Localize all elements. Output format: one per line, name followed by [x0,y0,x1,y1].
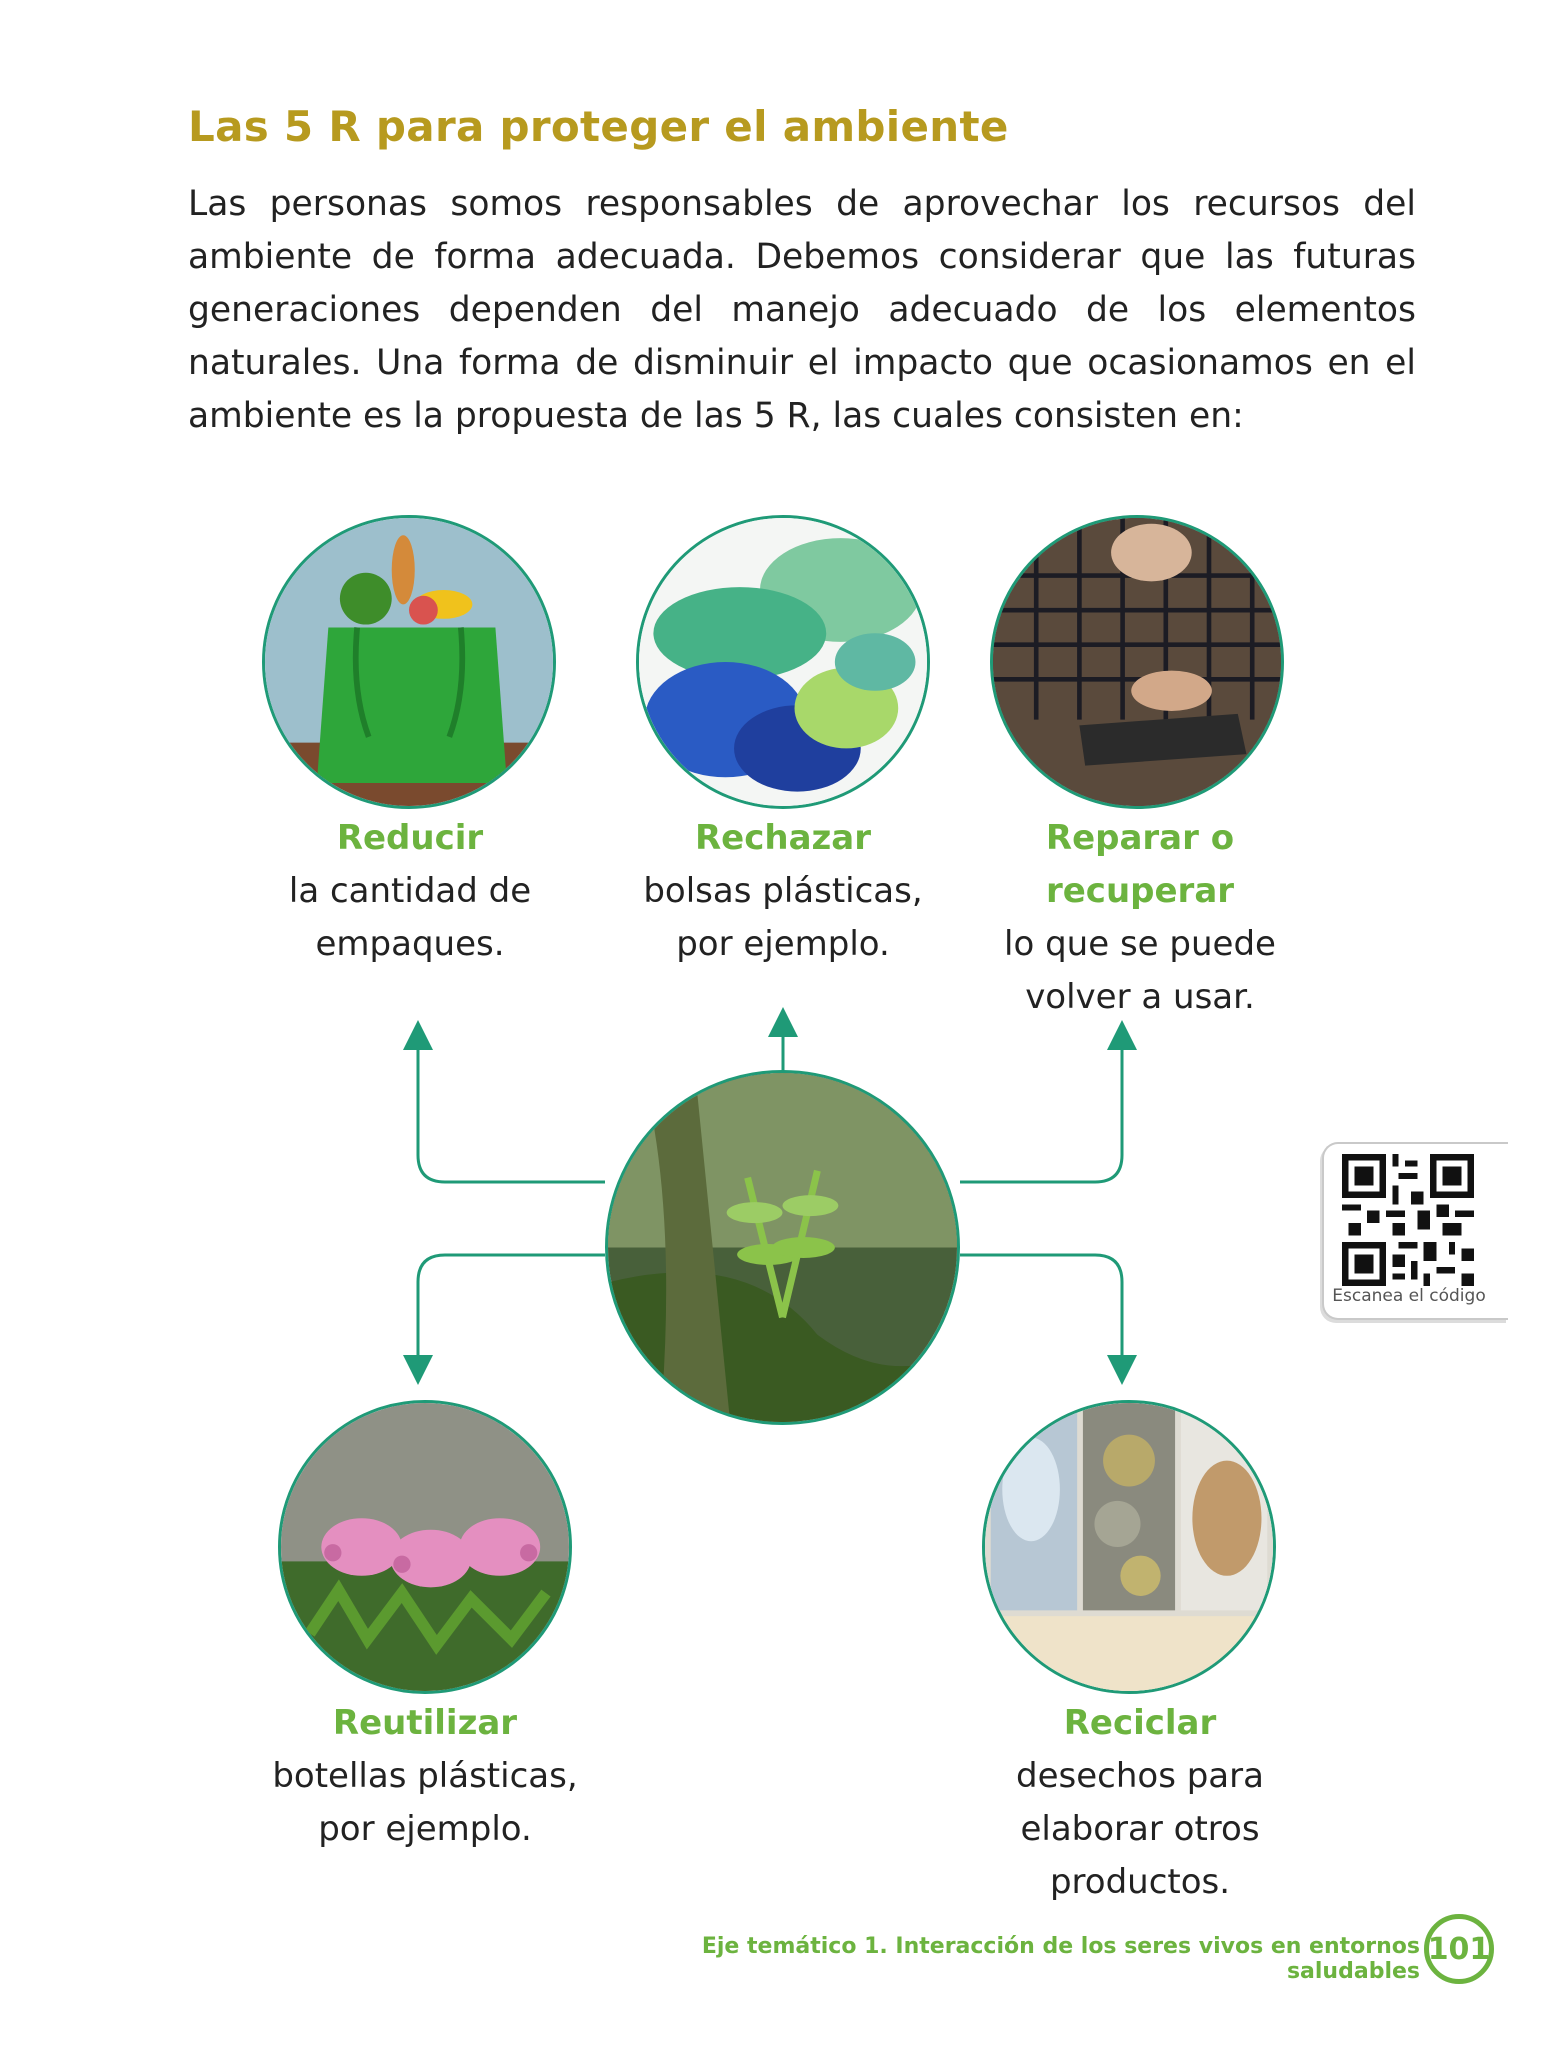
plastic-bottle-pigs-photo [278,1400,572,1694]
caption-reparar-body: lo que se puede volver a usar. [1004,924,1276,1017]
intro-paragraph: Las personas somos responsables de aprovechar los recursos del ambiente de forma adecuada. Debemos considerar que las futuras generaciones dependen del manejo adecuado de los elementos naturales. Una forma de disminuir el impacto que ocasionamos en el ambiente es la propuesta de las 5 R, las cuales consisten en: [188,184,1416,436]
caption-rechazar-body: bolsas plásticas, por ejemplo. [643,871,923,964]
caption-reparar-head: Reparar o recuperar [1045,818,1235,911]
caption-reparar [990,812,1290,1024]
qr-code-icon [1342,1154,1474,1286]
connector-reparar [960,1035,1122,1182]
plastic-bags-photo [636,515,930,809]
qr-code-card[interactable] [1322,1142,1508,1320]
caption-reutilizar-head: Reutilizar [332,1703,518,1743]
connector-reutilizar [418,1255,605,1370]
caption-reducir-body: la cantidad de empaques. [288,871,532,964]
caption-reciclar-head: Reciclar [1063,1703,1217,1743]
sorted-recycling-bins-photo [982,1400,1276,1694]
caption-reutilizar [260,1697,590,1856]
caption-reciclar-body: desechos para elaborar otros productos. [1016,1756,1264,1902]
caption-reducir-head: Reducir [336,818,484,858]
caption-reducir [250,812,570,971]
green-shopping-bag-photo [262,515,556,809]
connector-reciclar [960,1255,1122,1370]
page-number: 101 [1424,1914,1494,1984]
caption-reciclar [990,1697,1290,1909]
caption-rechazar [623,812,943,971]
person-repairing-shoe-photo [990,515,1284,809]
footer-theme: Eje temático 1. Interacción de los seres vivos en entornos saludables [701,1934,1420,1984]
caption-rechazar-head: Rechazar [694,818,872,858]
fern-on-mossy-tree-photo [605,1070,960,1425]
section-title: Las 5 R para proteger el ambiente [188,102,1009,151]
connector-reducir [418,1035,605,1182]
caption-reutilizar-body: botellas plásticas, por ejemplo. [272,1756,578,1849]
qr-code-label: Escanea el código [1332,1286,1486,1306]
